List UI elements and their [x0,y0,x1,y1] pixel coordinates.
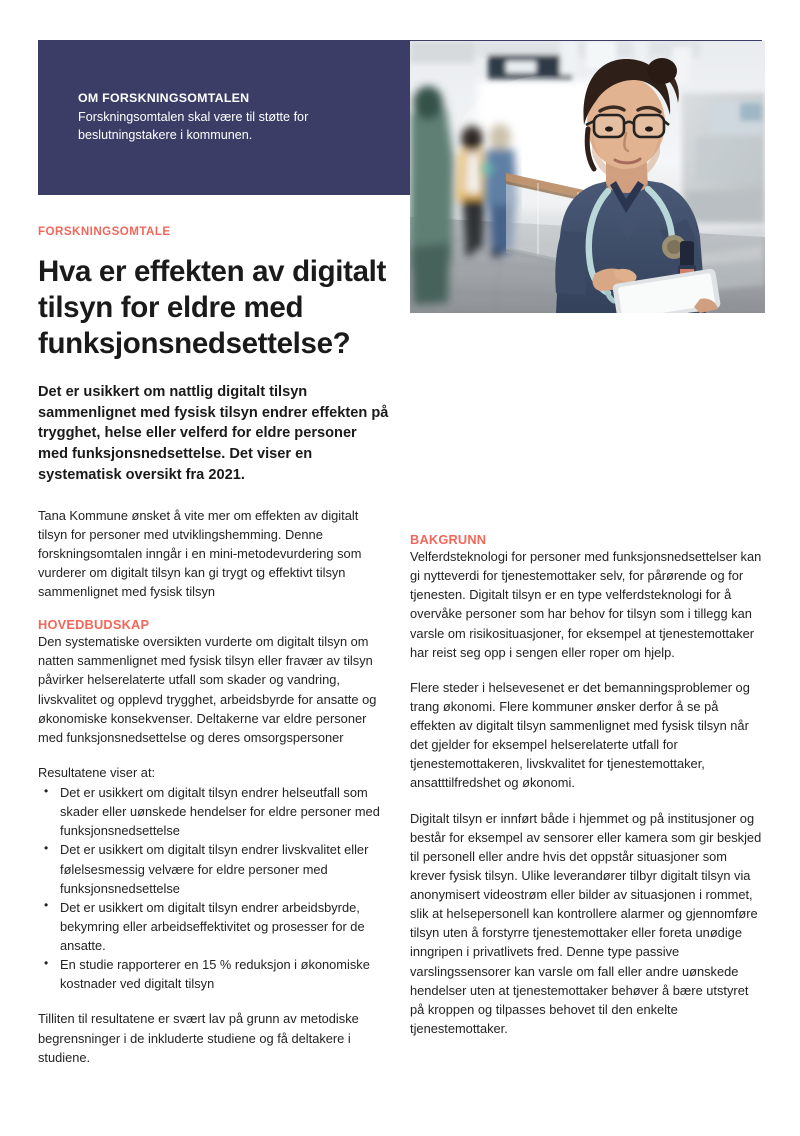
results-intro: Resultatene viser at: [38,764,156,780]
hovedbudskap-paragraph: Den systematiske oversikten vurderte om digitalt tilsyn om natten sammenlignet med fysisk tilsyn eller fravær av tilsyn påvirker helserelaterte utfall som skader og vandring, livskvalitet og opplevd trygghet, arbeidsbyrde for ansatte og økonomiske konsekvenser. Deltakerne var eldre personer med funksjonsnedsettelse og deres omsorgspersoner [38,634,377,745]
bakgrunn-paragraph-1: Velferdsteknologi for personer med funksjonsnedsettelser kan gi nytteverdi for tjenestemottaker selv, for pårørende og for tjenesten. Digitalt tilsyn er en type velferdsteknologi for å overvåke personer som har behov for tilsyn som i tillegg kan varsle om risikosituasjoner, for eksempel at tjenestemottaker har reist seg opp i sengen eller roper om hjelp. [410,549,762,660]
bakgrunn-paragraph-2: Flere steder i helsevesenet er det bemanningsproblemer og trang økonomi. Flere kommuner ønsker derfor å se på effekten av digitalt tilsyn sammenlignet med fysisk tilsyn når det gjelder for eksempel helserelaterte utfall for tjenestemottakeren, livskvalitet for tjenestemottaker, ansatttilfredshet og økonomi. [410,679,750,791]
list-item: • En studie rapporterer en 15 % reduksjon i økonomiske kostnader ved digitalt tilsyn [38,955,390,993]
forskningsomtale-kicker: FORSKNINGSOMTALE [38,225,171,238]
bakgrunn-heading: BAKGRUNN [410,532,487,547]
results-bullet-list [38,783,390,993]
hovedbudskap-heading: HOVEDBUDSKAP [38,617,150,633]
header-subtitle-line-2: beslutningstakere i kommunen. [78,127,253,142]
photo-spacer [410,225,766,532]
page-title: Hva er effekten av digitalt tilsyn for eldre med funksjonsnedsettelse? [38,255,386,360]
lede-paragraph: Det er usikkert om nattlig digitalt tilsyn sammenlignet med fysisk tilsyn endrer effekten på trygghet, helse eller velferd for eldre personer med funksjonsnedsettelse. Det viser en systematisk oversikt fra 2021. [38,383,389,483]
closing-paragraph: Tilliten til resultatene er svært lav på grunn av metodiske begrensninger i de inkluderte studiene og få deltakere i studiene. [38,1011,359,1065]
right-column [410,225,766,1054]
bakgrunn-paragraph-3: Digitalt tilsyn er innført både i hjemmet og på institusjoner og består for eksempel av sensorer eller kamera som gir beskjed til personell eller andre hvis det oppstår situasjoner som krever fysisk tilsyn. Ulike leverandører tilbyr digitalt tilsyn via anonymisert videostrøm eller bilder av situasjonen i rommet, slik at helsepersonell kan kontrollere alarmer og gjennomføre tilsyn uten å forstyrre tjenestemottaker eller foreta unødige inngripen i privatlivets fred. Denne type passive varslingssensorer kan varsle om fall eller andre uønskede hendelser uten at tjenestemottaker behøver å bære utstyret på kroppen og tilpasses behovet til den enkelte tjenestemottaker. [410,810,762,1036]
list-item: • Det er usikkert om digitalt tilsyn endrer helseutfall som skader eller uønskede hendelser for eldre personer med funksjonsnedsettelse [38,783,390,840]
left-column [38,225,390,1083]
header-kicker: OM FORSKNINGSOMTALEN [78,91,250,105]
intro-paragraph: Tana Kommune ønsket å vite mer om effekten av digitalt tilsyn for personer med utviklingshemming. Denne forskningsomtalen inngår i en mini-metodevurdering som vurderer om digitalt tilsyn kan gi trygt og effektivt tilsyn sammenlignet med fysisk tilsyn [38,507,362,600]
header-subtitle-line-1: Forskningsomtalen skal være til støtte for [78,109,309,124]
list-item: • Det er usikkert om digitalt tilsyn endrer arbeidsbyrde, bekymring eller arbeidseffektivitet og prosesser for de ansatte. [38,898,390,955]
list-item: • Det er usikkert om digitalt tilsyn endrer livskvalitet eller følelsesmessig velvære for eldre personer med funksjonsnedsettelse [38,840,390,897]
